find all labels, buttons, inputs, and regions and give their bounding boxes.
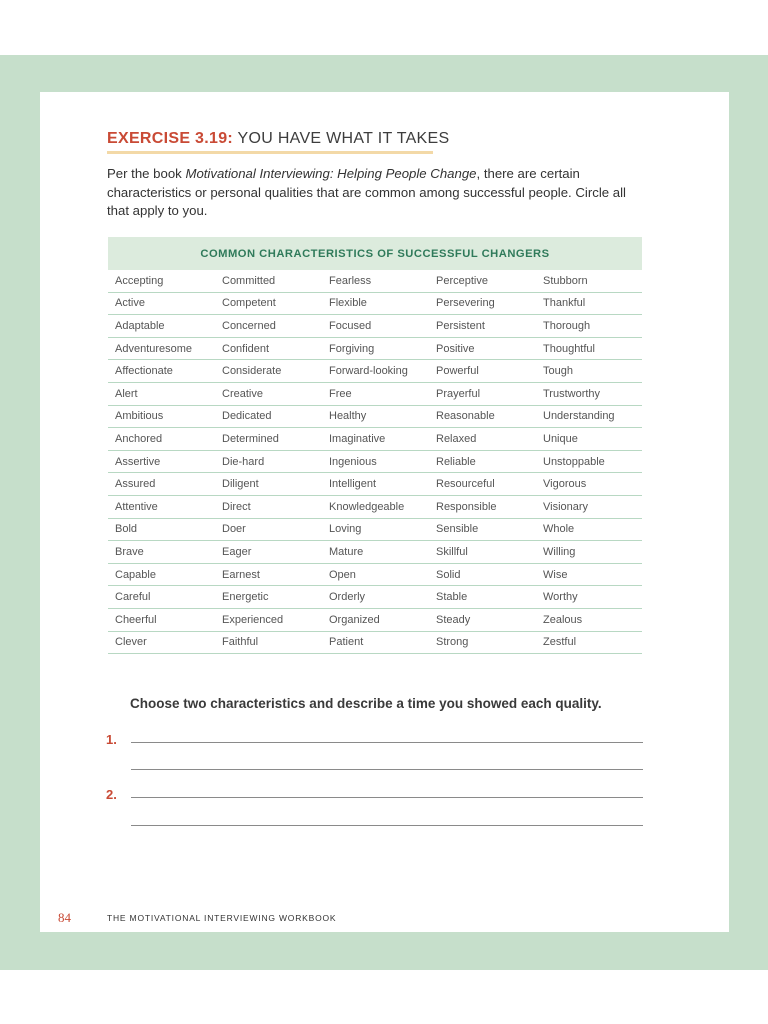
characteristic-cell[interactable]: Visionary [536,495,642,518]
table-row [108,382,642,405]
table-row [108,428,642,451]
characteristic-cell[interactable]: Reliable [429,450,536,473]
characteristic-cell[interactable]: Thorough [536,315,642,338]
characteristic-cell[interactable]: Attentive [108,495,215,518]
characteristic-cell[interactable]: Bold [108,518,215,541]
table-row [108,495,642,518]
characteristic-cell[interactable]: Assured [108,473,215,496]
characteristic-cell[interactable]: Mature [322,541,429,564]
characteristic-cell[interactable]: Stubborn [536,270,642,292]
workbook-page [40,92,729,932]
characteristic-cell[interactable]: Competent [215,292,322,315]
characteristic-cell[interactable]: Committed [215,270,322,292]
characteristic-cell[interactable]: Diligent [215,473,322,496]
characteristic-cell[interactable]: Worthy [536,586,642,609]
characteristic-cell[interactable]: Responsible [429,495,536,518]
answer-line-2b[interactable] [131,825,643,826]
characteristic-cell[interactable]: Experienced [215,608,322,631]
heading-underline [107,151,433,154]
characteristic-cell[interactable]: Wise [536,563,642,586]
answer-number-2: 2. [106,787,117,802]
intro-paragraph [107,165,647,221]
table-row [108,473,642,496]
characteristic-cell[interactable]: Flexible [322,292,429,315]
characteristic-cell[interactable]: Brave [108,541,215,564]
characteristic-cell[interactable]: Persevering [429,292,536,315]
characteristic-cell[interactable]: Dedicated [215,405,322,428]
characteristic-cell[interactable]: Affectionate [108,360,215,383]
characteristic-cell[interactable]: Focused [322,315,429,338]
characteristic-cell[interactable]: Assertive [108,450,215,473]
exercise-title: YOU HAVE WHAT IT TAKES [237,130,450,147]
characteristic-cell[interactable]: Reasonable [429,405,536,428]
characteristic-cell[interactable]: Confident [215,337,322,360]
characteristic-cell[interactable]: Tough [536,360,642,383]
characteristic-cell[interactable]: Resourceful [429,473,536,496]
characteristic-cell[interactable]: Doer [215,518,322,541]
characteristic-cell[interactable]: Forward-looking [322,360,429,383]
characteristic-cell[interactable]: Whole [536,518,642,541]
characteristic-cell[interactable]: Sensible [429,518,536,541]
characteristic-cell[interactable]: Careful [108,586,215,609]
table-row [108,337,642,360]
intro-text-after: , there are certain characteristics or personal qualities that are common among successful people. Circle all that apply to you. [107,166,626,218]
characteristic-cell[interactable]: Fearless [322,270,429,292]
characteristic-cell[interactable]: Prayerful [429,382,536,405]
characteristic-cell[interactable]: Willing [536,541,642,564]
table-title: COMMON CHARACTERISTICS OF SUCCESSFUL CHANGERS [108,237,642,270]
table-row [108,270,642,292]
table-row [108,405,642,428]
characteristic-cell[interactable]: Ambitious [108,405,215,428]
characteristic-cell[interactable]: Strong [429,631,536,654]
answer-line-1b[interactable] [131,769,643,770]
book-title-reference: Motivational Interviewing: Helping People Change [185,166,477,181]
table-row [108,541,642,564]
characteristic-cell[interactable]: Healthy [322,405,429,428]
page-number: 84 [58,910,71,925]
characteristic-cell[interactable]: Ingenious [322,450,429,473]
characteristic-cell[interactable]: Understanding [536,405,642,428]
characteristic-cell[interactable]: Free [322,382,429,405]
characteristic-cell[interactable]: Steady [429,608,536,631]
characteristic-cell[interactable]: Adventuresome [108,337,215,360]
characteristic-cell[interactable]: Thoughtful [536,337,642,360]
exercise-heading [107,130,449,148]
characteristic-cell[interactable]: Considerate [215,360,322,383]
table-row [108,360,642,383]
characteristic-cell[interactable]: Adaptable [108,315,215,338]
characteristic-cell[interactable]: Positive [429,337,536,360]
characteristic-cell[interactable]: Direct [215,495,322,518]
table-row [108,563,642,586]
characteristic-cell[interactable]: Zealous [536,608,642,631]
exercise-label: EXERCISE 3.19: [107,130,234,147]
table-row [108,450,642,473]
characteristic-cell[interactable]: Open [322,563,429,586]
table-row [108,518,642,541]
characteristic-cell[interactable]: Knowledgeable [322,495,429,518]
writing-prompt: Choose two characteristics and describe a time you showed each quality. [130,696,602,711]
characteristics-table [108,237,642,654]
characteristic-cell[interactable]: Stable [429,586,536,609]
characteristic-cell[interactable]: Unique [536,428,642,451]
answer-line-1a[interactable] [131,742,643,743]
running-footer: THE MOTIVATIONAL INTERVIEWING WORKBOOK [107,913,337,923]
characteristic-cell[interactable]: Unstoppable [536,450,642,473]
characteristic-cell[interactable]: Organized [322,608,429,631]
characteristic-cell[interactable]: Thankful [536,292,642,315]
table-row [108,586,642,609]
characteristic-cell[interactable]: Concerned [215,315,322,338]
answer-number-1: 1. [106,732,117,747]
table-row [108,315,642,338]
characteristic-cell[interactable]: Earnest [215,563,322,586]
characteristic-cell[interactable]: Cheerful [108,608,215,631]
characteristic-cell[interactable]: Forgiving [322,337,429,360]
characteristic-cell[interactable]: Loving [322,518,429,541]
characteristic-cell[interactable]: Faithful [215,631,322,654]
characteristic-cell[interactable]: Persistent [429,315,536,338]
characteristic-cell[interactable]: Eager [215,541,322,564]
characteristic-cell[interactable]: Relaxed [429,428,536,451]
table-row [108,608,642,631]
characteristic-cell[interactable]: Accepting [108,270,215,292]
characteristic-cell[interactable]: Energetic [215,586,322,609]
characteristic-cell[interactable]: Die-hard [215,450,322,473]
characteristic-cell[interactable]: Zestful [536,631,642,654]
intro-text-before: Per the book [107,166,186,181]
characteristic-cell[interactable]: Active [108,292,215,315]
characteristic-cell[interactable]: Patient [322,631,429,654]
characteristic-cell[interactable]: Vigorous [536,473,642,496]
characteristic-cell[interactable]: Creative [215,382,322,405]
characteristic-cell[interactable]: Clever [108,631,215,654]
table-body [108,270,642,654]
characteristic-cell[interactable]: Powerful [429,360,536,383]
characteristic-cell[interactable]: Trustworthy [536,382,642,405]
table-row [108,292,642,315]
characteristic-cell[interactable]: Capable [108,563,215,586]
answer-line-2a[interactable] [131,797,643,798]
table-row [108,631,642,654]
characteristic-cell[interactable]: Intelligent [322,473,429,496]
characteristic-cell[interactable]: Imaginative [322,428,429,451]
characteristic-cell[interactable]: Solid [429,563,536,586]
characteristic-cell[interactable]: Perceptive [429,270,536,292]
characteristic-cell[interactable]: Alert [108,382,215,405]
characteristic-cell[interactable]: Determined [215,428,322,451]
characteristic-cell[interactable]: Orderly [322,586,429,609]
characteristic-cell[interactable]: Skillful [429,541,536,564]
characteristic-cell[interactable]: Anchored [108,428,215,451]
